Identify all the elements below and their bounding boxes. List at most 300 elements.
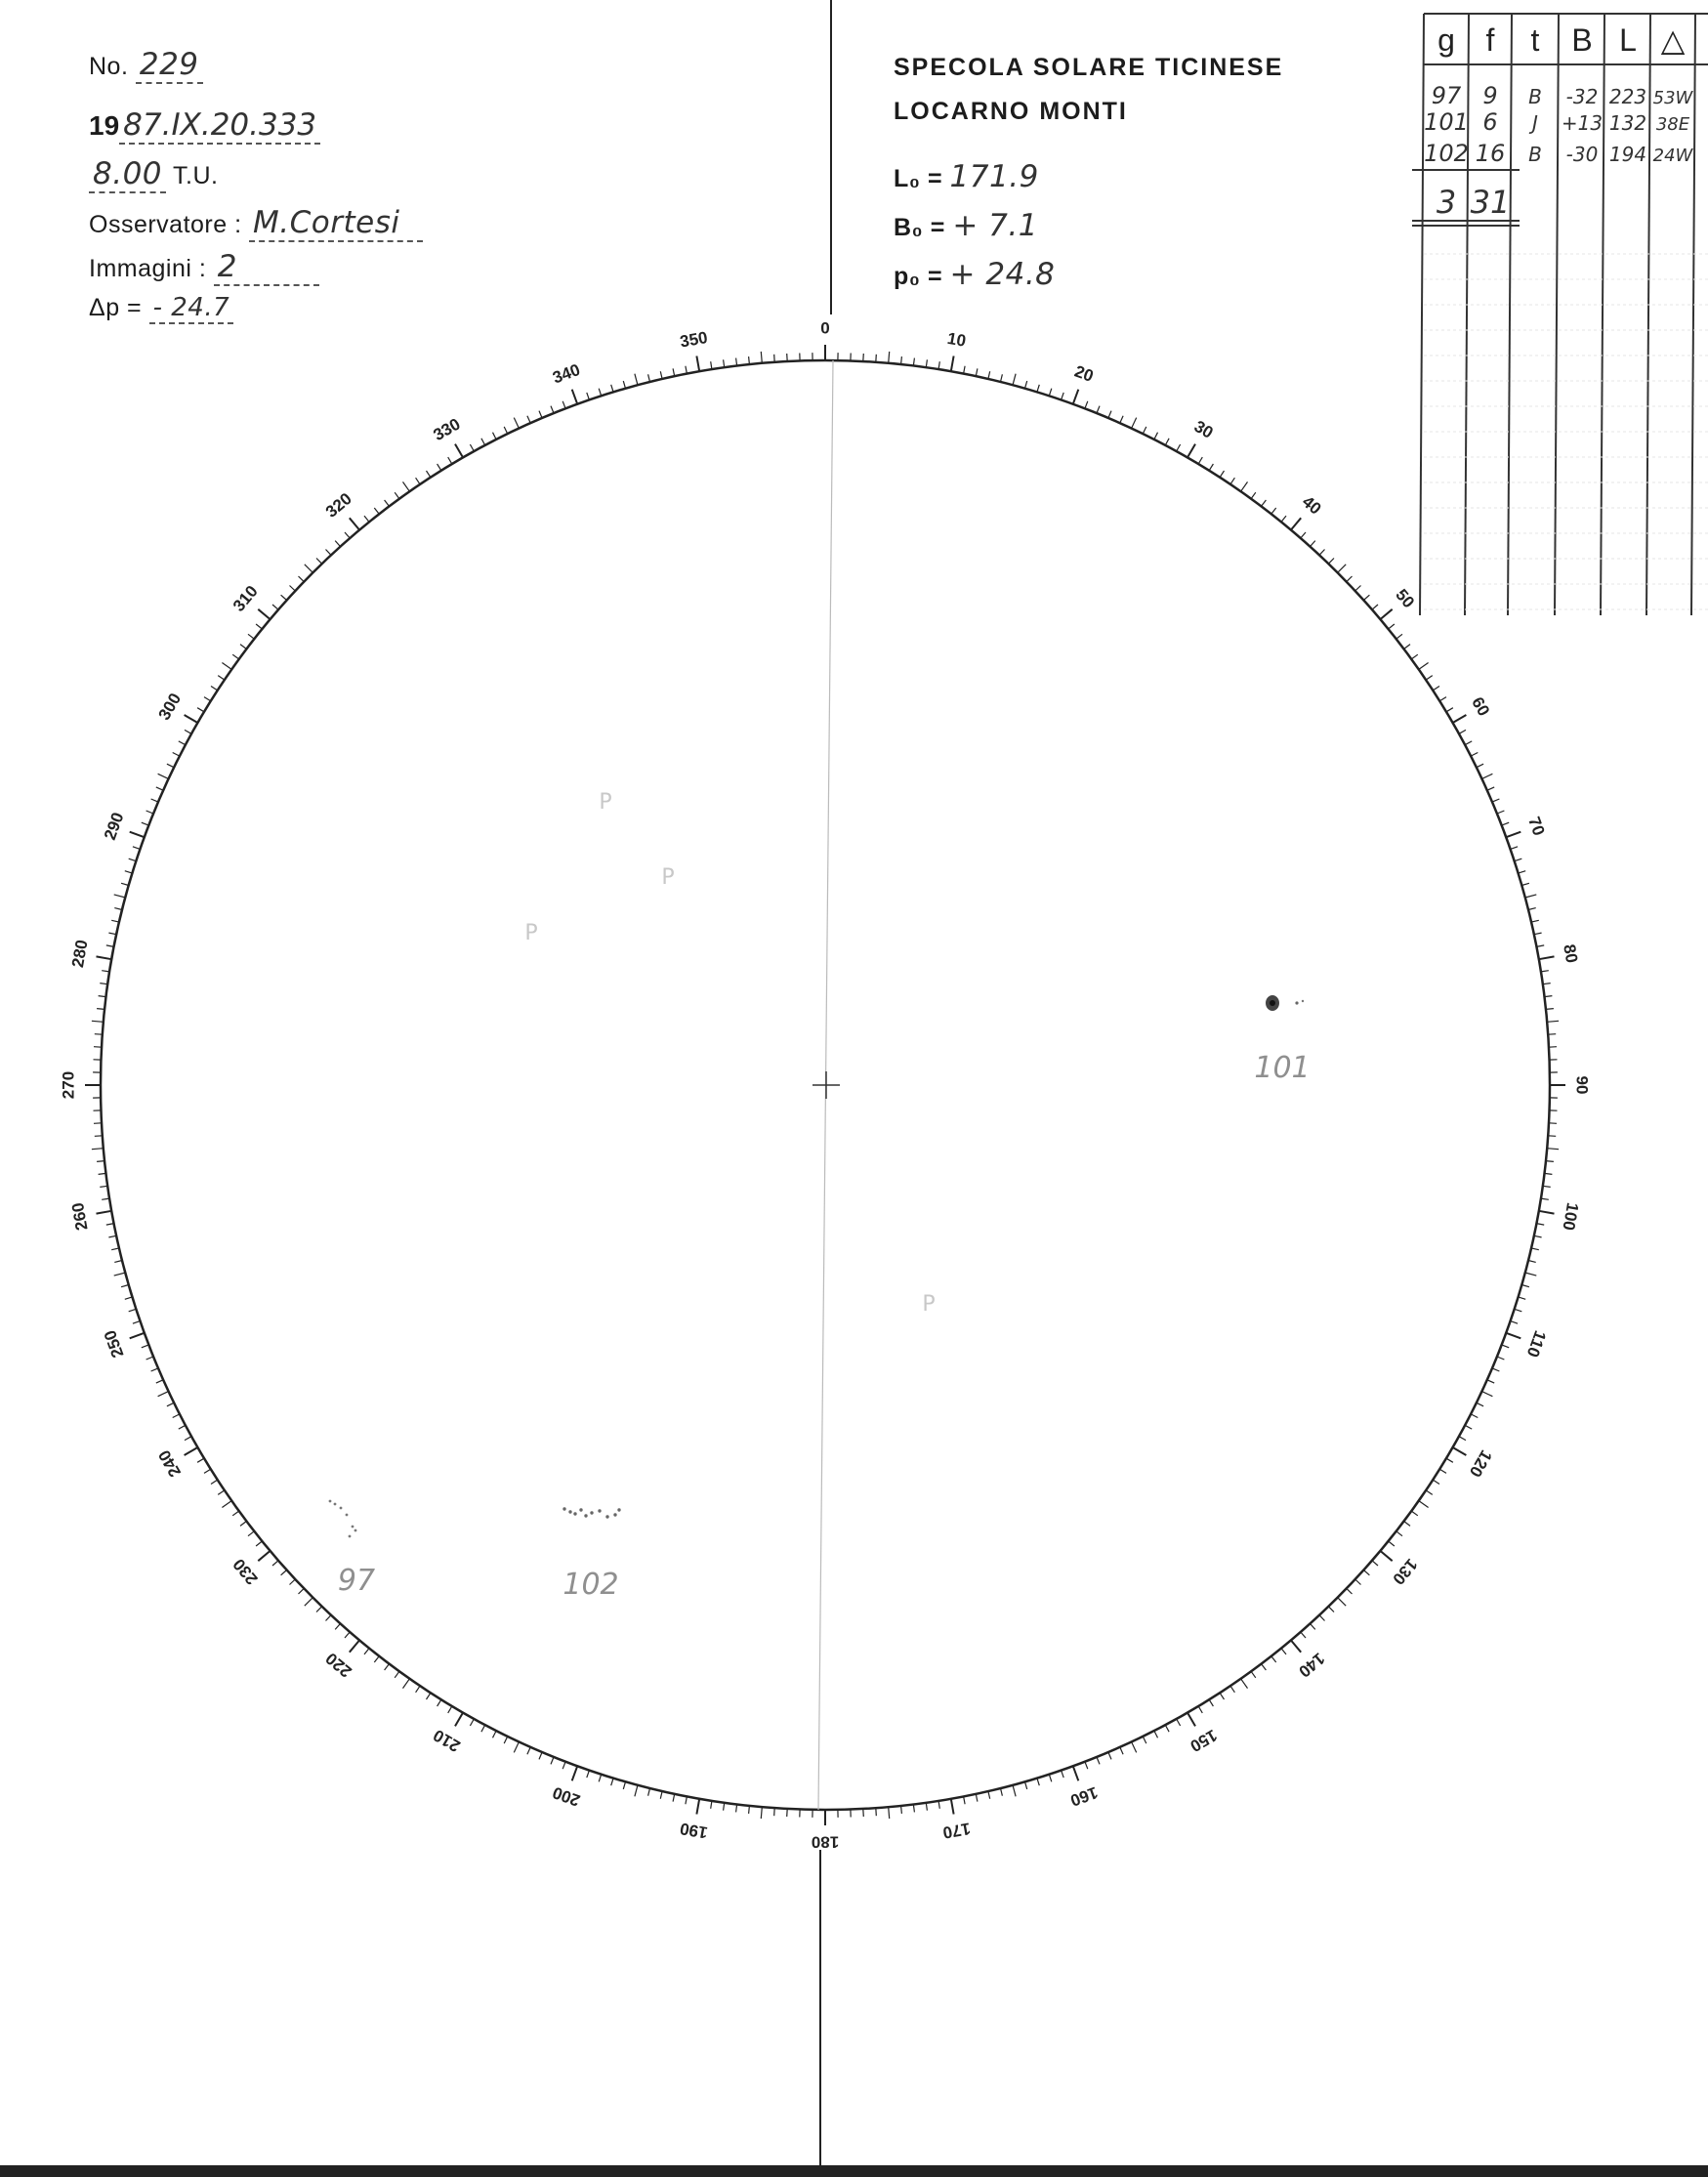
angle-label: 270	[59, 1070, 78, 1100]
angle-tick	[1363, 1570, 1369, 1575]
angle-tick	[1301, 1632, 1306, 1638]
angle-label: 70	[1524, 814, 1549, 839]
angle-tick	[761, 352, 762, 363]
angle-tick	[587, 1771, 590, 1779]
angle-tick	[470, 1719, 474, 1726]
angle-tick	[204, 1469, 211, 1473]
table-cell: 38E	[1655, 114, 1690, 135]
angle-tick	[1506, 832, 1521, 838]
angle-tick	[938, 361, 939, 369]
angle-tick	[1433, 1480, 1439, 1484]
angle-tick	[156, 1380, 163, 1383]
angle-tick	[1380, 609, 1392, 619]
angle-tick	[185, 715, 198, 723]
angle-tick	[1220, 471, 1224, 478]
angle-tick	[1037, 1779, 1039, 1786]
angle-tick	[1230, 1686, 1235, 1693]
angle-tick	[673, 1794, 675, 1802]
angle-tick	[749, 356, 750, 364]
angle-tick	[1097, 406, 1100, 413]
angle-tick	[1545, 1173, 1553, 1174]
angle-label: 280	[67, 938, 92, 970]
angle-tick	[1519, 1297, 1526, 1299]
angle-tick	[539, 1752, 542, 1759]
angle-tick	[901, 356, 902, 364]
angle-tick	[1546, 1161, 1554, 1162]
angle-tick	[611, 1779, 613, 1786]
angle-tick	[901, 1806, 902, 1814]
angle-tick	[1531, 1248, 1539, 1250]
angle-tick	[1515, 1309, 1522, 1312]
angle-tick	[1465, 1425, 1472, 1429]
angle-tick	[108, 1235, 116, 1237]
angle-tick	[437, 464, 441, 471]
plage-mark: P	[524, 921, 538, 945]
angle-tick	[1338, 565, 1347, 573]
table-cell: B	[1528, 85, 1542, 108]
sunspot-97-speck	[329, 1500, 332, 1503]
angle-tick	[97, 1161, 104, 1162]
angle-label: 210	[430, 1725, 464, 1756]
angle-tick	[1396, 1531, 1402, 1536]
table-cell: 101	[1424, 108, 1469, 136]
angle-tick	[1241, 1679, 1248, 1689]
angle-label: 240	[154, 1446, 186, 1481]
angle-tick	[258, 609, 270, 619]
angle-tick	[551, 1757, 554, 1764]
angle-tick	[222, 663, 231, 670]
angle-label: 320	[321, 488, 355, 522]
angle-tick	[1073, 1766, 1079, 1780]
table-cell: 132	[1608, 111, 1647, 135]
angle-tick	[167, 1402, 174, 1406]
angle-tick	[448, 1706, 452, 1713]
bottom-edge-bar	[0, 2165, 1708, 2177]
angle-tick	[736, 1805, 737, 1813]
angle-tick	[1177, 444, 1181, 451]
sunspot-97-speck	[334, 1503, 337, 1506]
angle-tick	[374, 508, 379, 514]
angle-tick	[1521, 883, 1529, 885]
angle-tick	[121, 1285, 129, 1287]
angle-tick	[1528, 1261, 1536, 1263]
angle-tick	[493, 433, 497, 440]
angle-tick	[562, 401, 565, 409]
angle-tick	[385, 500, 390, 506]
angle-label: 160	[1067, 1782, 1101, 1811]
angle-tick	[1492, 799, 1499, 802]
angle-label: 140	[1295, 1649, 1329, 1682]
angle-tick	[1433, 687, 1439, 691]
table-cell: -30	[1565, 143, 1599, 166]
angle-tick	[197, 708, 204, 712]
table-column-line	[1555, 14, 1559, 615]
angle-tick	[299, 1588, 305, 1594]
angle-tick	[1497, 1357, 1504, 1360]
angle-tick	[1404, 645, 1410, 649]
angle-tick	[1548, 1034, 1556, 1035]
angle-tick	[876, 1808, 877, 1816]
angle-tick	[350, 518, 359, 529]
angle-tick	[1230, 478, 1235, 484]
angle-tick	[635, 1785, 638, 1797]
angle-tick	[1541, 1198, 1549, 1199]
angle-tick	[326, 1615, 332, 1621]
angle-tick	[481, 439, 485, 445]
date-value: 87.IX.20.333	[119, 107, 320, 145]
angle-tick	[1547, 1021, 1559, 1022]
table-header-cell: B	[1571, 22, 1593, 58]
sunspot-102-speck	[584, 1514, 587, 1517]
angle-tick	[1209, 464, 1213, 471]
angle-tick	[964, 1796, 966, 1804]
table-cell: B	[1528, 143, 1542, 166]
angle-tick	[256, 1541, 262, 1546]
table-column-line	[1601, 14, 1604, 615]
sunspot-101-follower-2	[1302, 1000, 1304, 1002]
angle-tick	[290, 586, 296, 592]
angle-tick	[1319, 550, 1325, 556]
angle-tick	[95, 1034, 103, 1035]
angle-tick	[125, 1297, 133, 1299]
angle-tick	[1487, 787, 1494, 790]
angle-tick	[427, 1693, 431, 1699]
angle-tick	[1363, 595, 1369, 600]
angle-tick	[1037, 385, 1039, 393]
angle-tick	[761, 1807, 762, 1819]
angle-tick	[232, 654, 239, 659]
sunspot-97-speck	[354, 1529, 357, 1532]
angle-tick	[345, 532, 350, 538]
angle-tick	[1013, 374, 1016, 386]
angle-tick	[1241, 481, 1248, 491]
angle-tick	[129, 858, 137, 861]
table-column-line	[1420, 14, 1424, 615]
angle-tick	[1446, 1458, 1453, 1462]
angle-tick	[185, 1447, 198, 1455]
sunspot-97-speck	[349, 1535, 352, 1538]
angle-tick	[95, 1136, 103, 1137]
group-label: 97	[337, 1564, 376, 1598]
angle-tick	[1347, 1588, 1353, 1594]
time-unit: T.U.	[173, 162, 219, 189]
sunspot-102-speck	[590, 1511, 593, 1514]
angle-tick	[1534, 1235, 1542, 1237]
angle-label: 80	[1560, 942, 1582, 965]
angle-tick	[1154, 433, 1158, 440]
angle-tick	[427, 471, 431, 478]
angle-tick	[1459, 730, 1466, 733]
angle-tick	[623, 381, 625, 389]
angle-tick	[1411, 654, 1418, 659]
group-label: 102	[562, 1568, 619, 1602]
angle-tick	[272, 1561, 278, 1566]
angle-tick	[562, 1762, 565, 1770]
sunspot-102-speck	[613, 1513, 616, 1516]
solar-disk	[59, 318, 1591, 1851]
observer-label: Osservatore :	[89, 211, 242, 238]
angle-tick	[1389, 1541, 1395, 1546]
angle-tick	[1025, 1781, 1027, 1789]
angle-tick	[611, 385, 613, 393]
angle-tick	[623, 1781, 625, 1789]
angle-tick	[1281, 516, 1286, 522]
angle-tick	[158, 1392, 169, 1397]
angle-tick	[281, 595, 287, 600]
angle-tick	[539, 411, 542, 418]
year-prefix: 19	[89, 110, 120, 141]
angle-tick	[94, 1123, 102, 1124]
angle-tick	[114, 908, 122, 910]
angle-tick	[258, 1551, 270, 1561]
angle-tick	[1404, 1522, 1410, 1527]
angle-tick	[1198, 457, 1202, 464]
angle-tick	[211, 1480, 218, 1484]
angle-tick	[1471, 1414, 1478, 1418]
angle-tick	[724, 359, 725, 367]
angle-tick	[222, 1501, 231, 1508]
angle-tick	[185, 1437, 191, 1441]
delta-p-value: - 24.7	[149, 293, 234, 324]
angle-tick	[1465, 741, 1472, 745]
angle-label: 290	[100, 810, 128, 843]
angle-label: 260	[67, 1200, 92, 1233]
images-label: Immagini :	[89, 255, 207, 282]
table-header-cell: L	[1619, 22, 1637, 58]
angle-tick	[1291, 1640, 1301, 1652]
angle-tick	[1120, 416, 1123, 423]
angle-tick	[1328, 1607, 1334, 1612]
angle-tick	[1439, 697, 1446, 701]
angle-tick	[1528, 908, 1536, 910]
angle-tick	[1482, 774, 1493, 778]
table-header-cell: g	[1437, 22, 1455, 58]
angle-tick	[167, 764, 174, 768]
b0-value: + 7.1	[952, 208, 1038, 243]
angle-tick	[1001, 1788, 1003, 1796]
angle-tick	[1251, 492, 1256, 499]
b0-label: B₀ =	[894, 214, 945, 241]
angle-tick	[1549, 1047, 1557, 1048]
angle-tick	[335, 1623, 340, 1629]
angle-tick	[316, 1607, 322, 1612]
angle-tick	[403, 481, 410, 491]
angle-tick	[1396, 634, 1402, 639]
number-label: No.	[89, 53, 129, 80]
table-cell: 53W	[1652, 88, 1693, 108]
angle-tick	[951, 356, 954, 372]
angle-tick	[481, 1725, 485, 1732]
angle-tick	[240, 645, 246, 649]
angle-tick	[1347, 576, 1353, 582]
angle-tick	[179, 741, 186, 745]
angle-tick	[1073, 390, 1079, 404]
angle-tick	[204, 697, 211, 701]
angle-tick	[1531, 920, 1539, 922]
angle-tick	[1453, 715, 1467, 723]
table-column-line	[1646, 14, 1650, 615]
angle-tick	[326, 550, 332, 556]
angle-tick	[1519, 871, 1526, 873]
angle-tick	[218, 676, 225, 681]
angle-label: 150	[1187, 1725, 1221, 1756]
angle-tick	[1372, 1561, 1378, 1566]
angle-tick	[403, 1679, 410, 1689]
angle-tick	[1547, 1149, 1559, 1150]
angle-tick	[587, 393, 590, 400]
angle-tick	[385, 1664, 390, 1670]
angle-label: 20	[1071, 361, 1097, 386]
sunspot-97-speck	[352, 1526, 354, 1528]
angle-label: 30	[1190, 416, 1217, 442]
angle-tick	[926, 359, 927, 367]
angle-tick	[711, 361, 712, 369]
angle-label: 50	[1392, 585, 1419, 612]
angle-tick	[1541, 971, 1549, 972]
angle-tick	[102, 971, 109, 972]
angle-tick	[863, 1809, 864, 1817]
angle-tick	[156, 787, 163, 790]
angle-tick	[964, 366, 966, 374]
angle-tick	[146, 1357, 153, 1360]
angle-tick	[94, 1047, 102, 1048]
angle-tick	[108, 933, 116, 935]
angle-tick	[248, 634, 254, 639]
angle-tick	[660, 1791, 662, 1799]
observatory-name: SPECOLA SOLARE TICINESE	[894, 54, 1284, 81]
angle-label: 350	[678, 327, 710, 352]
table-total-cell: 3	[1436, 184, 1457, 221]
angle-tick	[976, 368, 978, 376]
angle-tick	[1511, 1321, 1519, 1324]
angle-tick	[335, 541, 340, 547]
angle-tick	[395, 1671, 399, 1678]
angle-tick	[305, 565, 313, 573]
angle-tick	[455, 1713, 463, 1727]
angle-tick	[455, 444, 463, 458]
table-column-line	[1465, 14, 1469, 615]
angle-tick	[1492, 1368, 1499, 1371]
angle-tick	[1411, 1511, 1418, 1516]
observer-value: M.Cortesi	[249, 205, 423, 242]
angle-tick	[787, 1809, 788, 1817]
angle-tick	[599, 389, 602, 397]
angle-tick	[1477, 764, 1483, 768]
angle-tick	[1177, 1719, 1181, 1726]
angle-tick	[248, 1531, 254, 1536]
angle-label: 220	[321, 1649, 355, 1682]
angle-tick	[1097, 1757, 1100, 1764]
angle-tick	[151, 1368, 158, 1371]
angle-tick	[350, 1640, 359, 1652]
angle-tick	[142, 822, 149, 825]
angle-tick	[749, 1806, 750, 1814]
angle-tick	[211, 687, 218, 691]
angle-tick	[599, 1775, 602, 1782]
angle-tick	[504, 1737, 508, 1743]
angle-label: 190	[678, 1819, 710, 1843]
angle-tick	[876, 355, 877, 362]
angle-label: 330	[430, 414, 464, 445]
angle-tick	[92, 1021, 104, 1022]
angle-tick	[146, 811, 153, 814]
sunspot-101-follower	[1295, 1001, 1298, 1004]
sunspot-102-speck	[579, 1508, 582, 1511]
angle-tick	[470, 444, 474, 451]
angle-tick	[1291, 518, 1301, 529]
angle-label: 250	[100, 1327, 128, 1361]
angle-tick	[1355, 1579, 1361, 1585]
angle-tick	[635, 374, 638, 386]
angle-label: 120	[1465, 1446, 1496, 1481]
angle-tick	[448, 457, 452, 464]
angle-tick	[863, 354, 864, 361]
angle-tick	[106, 1224, 114, 1226]
angle-tick	[696, 356, 699, 372]
angle-tick	[299, 576, 305, 582]
angle-tick	[572, 390, 578, 404]
number-value: 229	[136, 47, 203, 84]
angle-tick	[1389, 624, 1395, 629]
angle-tick	[1545, 996, 1553, 997]
angle-tick	[97, 956, 112, 959]
angle-tick	[1311, 1623, 1315, 1629]
angle-tick	[1311, 541, 1315, 547]
angle-tick	[686, 1796, 687, 1804]
angle-label: 200	[550, 1782, 583, 1811]
table-column-line	[1508, 14, 1512, 615]
sunspot-102-speck	[598, 1509, 601, 1512]
l0-value: 171.9	[949, 159, 1039, 194]
table-cell: 97	[1431, 82, 1462, 109]
angle-tick	[527, 416, 530, 423]
angle-tick	[572, 1766, 578, 1780]
angle-label: 230	[229, 1555, 262, 1589]
angle-tick	[364, 516, 369, 522]
angle-tick	[1187, 1713, 1195, 1727]
sunspot-97-speck	[346, 1514, 349, 1517]
angle-tick	[1187, 444, 1195, 458]
angle-tick	[111, 920, 119, 922]
angle-tick	[724, 1803, 725, 1811]
table-cell: 194	[1608, 143, 1647, 166]
angle-tick	[1482, 1392, 1493, 1397]
angle-label: 180	[811, 1832, 840, 1852]
angle-tick	[125, 871, 133, 873]
angle-tick	[240, 1522, 246, 1527]
angle-tick	[1459, 1437, 1466, 1441]
sunspot-102-speck	[568, 1510, 571, 1513]
angle-tick	[158, 774, 169, 778]
angle-label: 310	[229, 581, 262, 615]
angle-tick	[1539, 1211, 1555, 1214]
angle-tick	[889, 1807, 890, 1819]
angle-tick	[938, 1801, 939, 1809]
angle-tick	[1108, 411, 1111, 418]
angle-tick	[1085, 401, 1088, 409]
angle-tick	[504, 427, 508, 434]
angle-tick	[290, 1579, 296, 1585]
angle-tick	[1515, 858, 1522, 861]
angle-tick	[1355, 586, 1361, 592]
angle-tick	[988, 371, 990, 379]
angle-tick	[889, 352, 890, 363]
angle-tick	[1001, 374, 1003, 382]
angle-label: 110	[1522, 1327, 1550, 1361]
angle-tick	[1251, 1671, 1256, 1678]
angle-tick	[130, 1333, 145, 1339]
sunspot-102-speck	[573, 1512, 576, 1515]
